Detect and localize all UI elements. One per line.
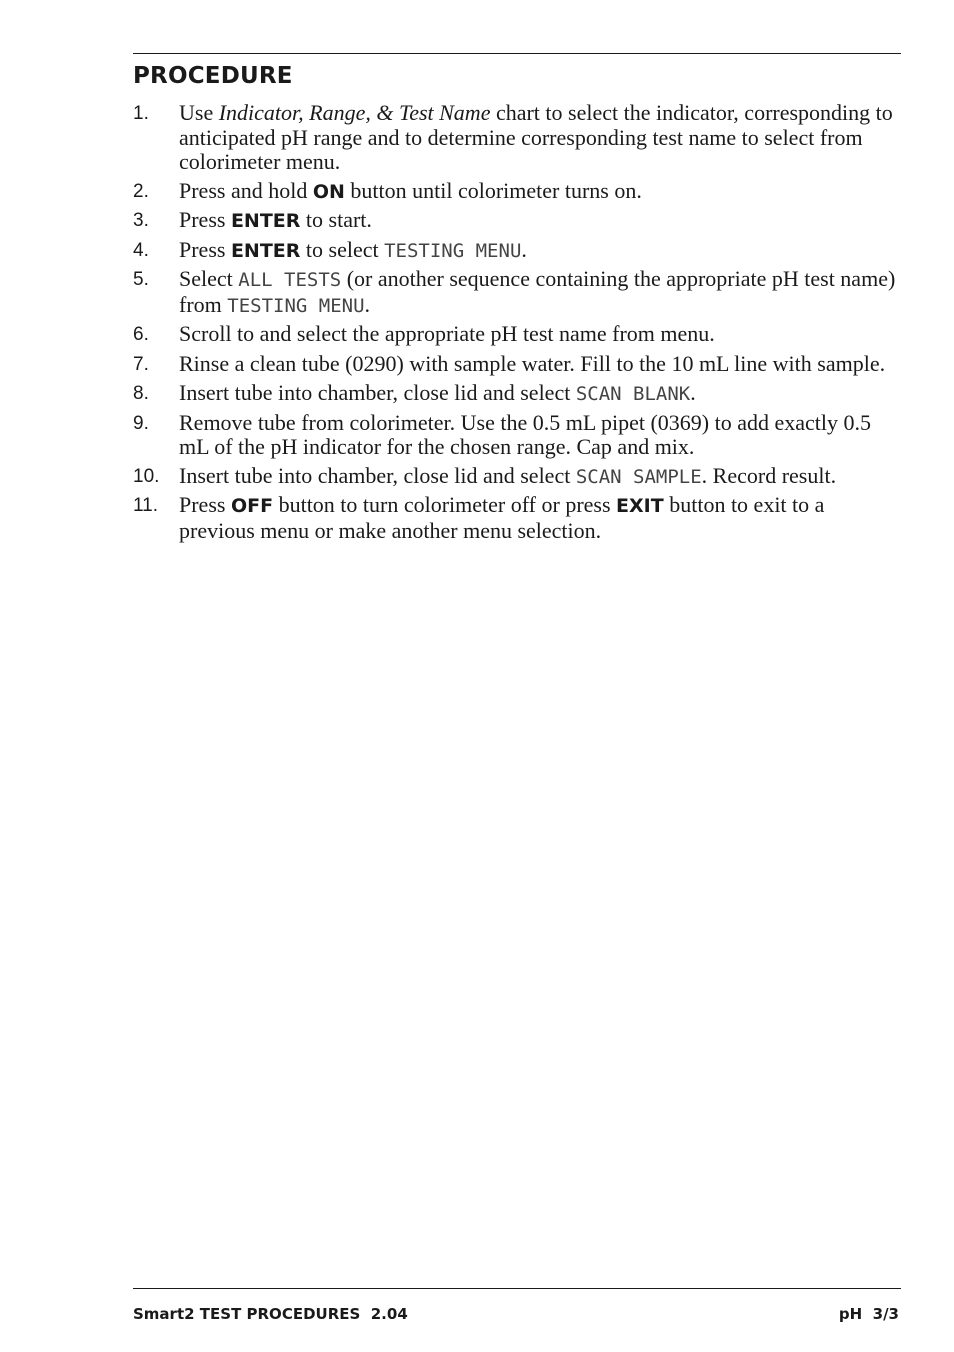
- step-number: 5.: [133, 269, 149, 290]
- text-run: . Record result.: [701, 462, 837, 488]
- step-number: 9.: [133, 412, 149, 434]
- text-run: to start.: [300, 207, 372, 232]
- menu-label: SCAN SAMPLE: [575, 465, 702, 488]
- step-5: [133, 267, 903, 318]
- step-number: 1.: [133, 103, 149, 124]
- text-run: (or another sequence containing the appropriate pH test name) from: [179, 266, 896, 317]
- step-number: 11.: [133, 495, 159, 516]
- text-run: button to turn colorimeter off or press: [273, 492, 617, 517]
- text-run: .: [521, 236, 527, 262]
- text-run: .: [364, 291, 371, 317]
- menu-label: ALL TESTS: [238, 269, 342, 291]
- procedure-steps: [133, 101, 903, 547]
- step-number: 6.: [133, 324, 149, 345]
- step-1: [133, 101, 903, 175]
- key-label-off: OFF: [230, 495, 274, 517]
- text-run: Insert tube into chamber, close lid and select: [179, 462, 576, 488]
- step-text: [179, 101, 903, 175]
- step-3: [133, 208, 903, 234]
- key-label-exit: EXIT: [616, 495, 664, 517]
- menu-label: SCAN BLANK: [575, 383, 691, 405]
- step-number: 4.: [133, 239, 149, 261]
- step-number: 10.: [133, 465, 160, 487]
- step-text: [179, 208, 903, 234]
- step-2: [133, 179, 903, 205]
- text-run: button until colorimeter turns on.: [344, 177, 642, 203]
- text-run: Use: [179, 100, 219, 125]
- text-run: .: [690, 380, 696, 405]
- text-run: chart to select the indicator, corresponding to anticipated pH range and to determine corresponding test name to select from colorimeter menu.: [179, 100, 893, 174]
- text-run: Press and hold: [179, 177, 313, 203]
- step-8: [133, 381, 903, 407]
- step-4: [133, 238, 903, 264]
- text-run: Press: [179, 492, 231, 517]
- step-text: [179, 267, 903, 318]
- step-text: [179, 464, 903, 490]
- text-run: Select: [179, 266, 239, 291]
- key-label-on: ON: [312, 180, 345, 203]
- key-label-enter: ENTER: [230, 210, 301, 232]
- footer-rule: [133, 1288, 901, 1289]
- step-10: [133, 464, 903, 490]
- step-number: 8.: [133, 383, 149, 404]
- step-6: [133, 322, 903, 348]
- step-text: Rinse a clean tube (0290) with sample water. Fill to the 10 mL line with sample.: [179, 350, 886, 376]
- step-number: 7.: [133, 353, 149, 375]
- header-rule: [133, 53, 901, 54]
- key-label-enter: ENTER: [230, 239, 301, 262]
- chart-name: Indicator, Range, & Test Name: [218, 100, 491, 125]
- text-run: to select: [300, 236, 385, 262]
- text-run: button to exit to a previous menu or make another menu selection.: [179, 492, 825, 543]
- step-11: [133, 493, 903, 543]
- step-text: [179, 179, 903, 205]
- menu-label: TESTING MENU: [384, 239, 522, 262]
- text-run: Press: [179, 207, 231, 232]
- footer-document-title: Smart2 TEST PROCEDURES 2.04: [133, 1305, 408, 1323]
- step-text: Remove tube from colorimeter. Use the 0.5 mL pipet (0369) to add exactly 0.5 mL of the pH indicator for the chosen range. Cap and mix.: [179, 409, 872, 459]
- text-run: Press: [179, 236, 231, 262]
- step-text: [179, 238, 903, 264]
- step-7: [133, 352, 903, 378]
- step-9: [133, 411, 903, 460]
- text-run: Insert tube into chamber, close lid and select: [179, 380, 576, 405]
- step-text: [179, 381, 903, 407]
- step-number: 3.: [133, 210, 149, 231]
- section-heading: PROCEDURE: [133, 63, 293, 89]
- step-text: Scroll to and select the appropriate pH test name from menu.: [179, 321, 715, 346]
- menu-label: TESTING MENU: [227, 294, 365, 317]
- step-number: 2.: [133, 180, 149, 202]
- step-text: [179, 493, 903, 543]
- footer-page-number: pH 3/3: [838, 1305, 899, 1323]
